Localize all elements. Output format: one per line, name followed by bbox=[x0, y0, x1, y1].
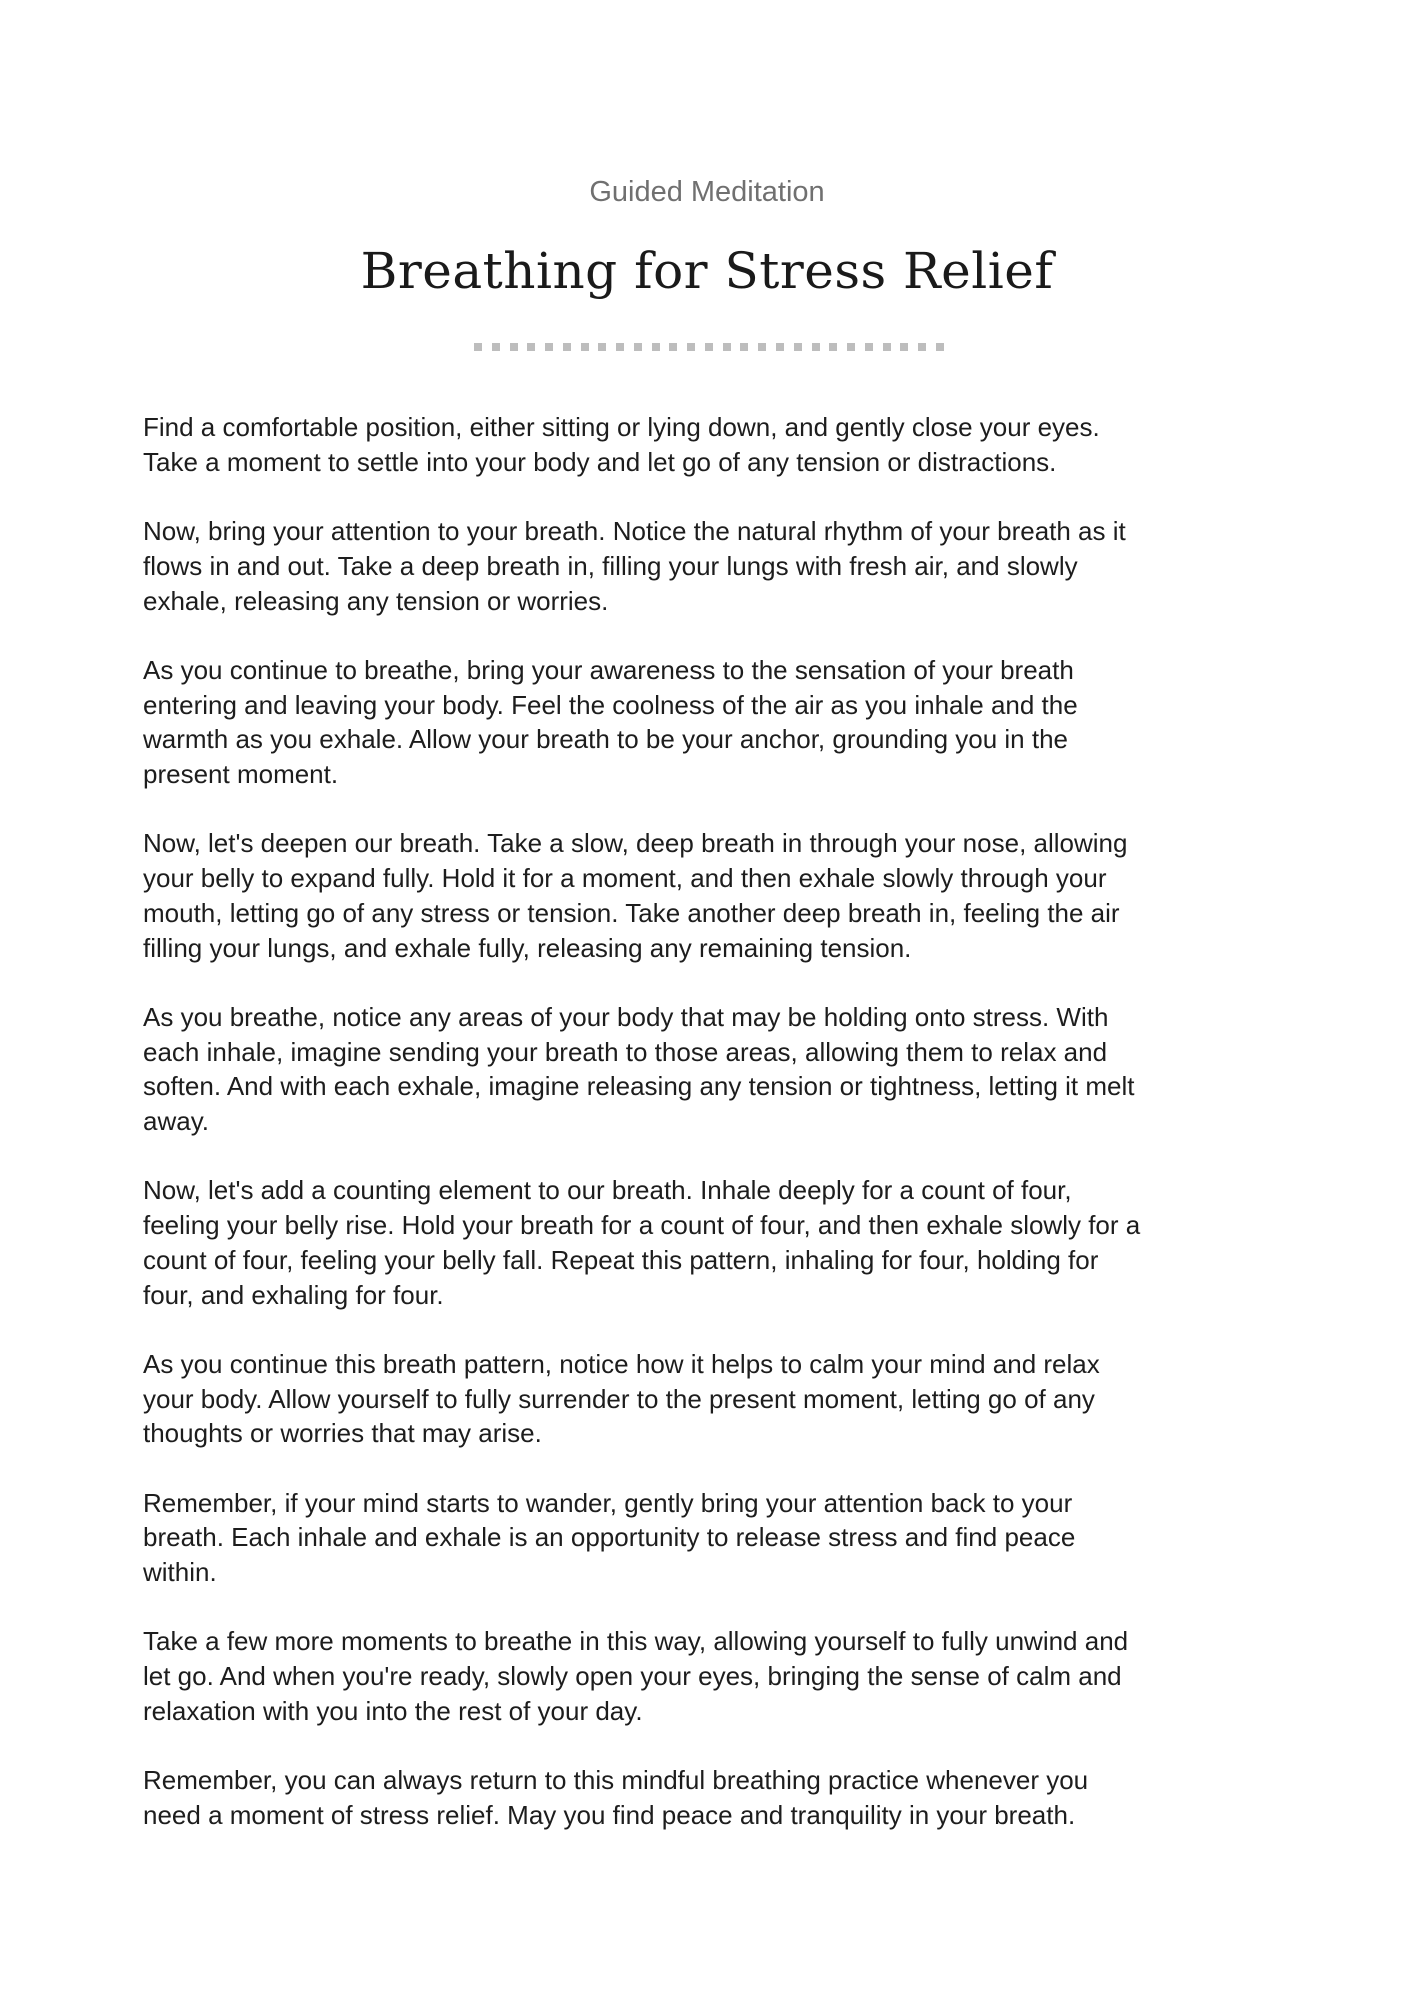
paragraph-line: let go. And when you're ready, slowly open your eyes, bringing the sense of calm and bbox=[143, 1661, 1122, 1692]
divider-dot bbox=[758, 343, 766, 351]
divider-dot bbox=[581, 343, 589, 351]
paragraph bbox=[143, 514, 1303, 618]
paragraph-line: present moment. bbox=[143, 759, 339, 789]
paragraph bbox=[143, 410, 1303, 479]
divider-dot bbox=[492, 343, 500, 351]
divider-dot bbox=[794, 343, 802, 351]
divider-dot bbox=[545, 343, 553, 351]
paragraph bbox=[143, 653, 1303, 792]
divider-dot bbox=[776, 343, 784, 351]
divider-dot bbox=[687, 343, 695, 351]
divider-dot bbox=[900, 343, 908, 351]
divider-dot bbox=[598, 343, 606, 351]
paragraph-line: thoughts or worries that may arise. bbox=[143, 1418, 542, 1449]
paragraph-line: entering and leaving your body. Feel the coolness of the air as you inhale and the bbox=[143, 689, 1078, 720]
paragraph-line: Find a comfortable position, either sitting or lying down, and gently close your eyes. bbox=[143, 412, 1100, 442]
divider-dot bbox=[652, 343, 660, 351]
paragraph bbox=[143, 1000, 1303, 1139]
paragraph-line: Take a few more moments to breathe in this way, allowing yourself to fully unwind and bbox=[143, 1626, 1129, 1657]
paragraph-line: breath. Each inhale and exhale is an opportunity to release stress and find peace bbox=[143, 1522, 1076, 1553]
paragraph-line: flows in and out. Take a deep breath in, filling your lungs with fresh air, and slowly bbox=[143, 550, 1078, 581]
divider-dot bbox=[723, 343, 731, 351]
paragraph-line: away. bbox=[143, 1106, 209, 1136]
paragraph-line: feeling your belly rise. Hold your breath for a count of four, and then exhale slowly for a bbox=[143, 1210, 1141, 1241]
paragraph-line: need a moment of stress relief. May you find peace and tranquility in your breath. bbox=[143, 1799, 1076, 1830]
paragraph bbox=[143, 1486, 1303, 1590]
paragraph-line: As you breathe, notice any areas of your body that may be holding onto stress. With bbox=[143, 1001, 1109, 1032]
paragraph bbox=[143, 826, 1303, 965]
divider-dot bbox=[918, 343, 926, 351]
paragraph-line: Now, bring your attention to your breath. Notice the natural rhythm of your breath as it bbox=[143, 516, 1126, 547]
paragraph-line: warmth as you exhale. Allow your breath to be your anchor, grounding you in the bbox=[143, 724, 1069, 755]
paragraph-line: Take a moment to settle into your body and let go of any tension or distractions. bbox=[143, 446, 1057, 477]
divider-dot bbox=[865, 343, 873, 351]
paragraph-line: As you continue to breathe, bring your awareness to the sensation of your breath bbox=[143, 654, 1074, 685]
paragraph-line: relaxation with you into the rest of your day. bbox=[143, 1695, 643, 1726]
divider-dot bbox=[812, 343, 820, 351]
divider-dot bbox=[527, 343, 535, 351]
divider-dot bbox=[936, 343, 944, 351]
divider-dot bbox=[847, 343, 855, 351]
paragraph-line: your belly to expand fully. Hold it for a moment, and then exhale slowly through your bbox=[143, 863, 1107, 894]
paragraph-line: As you continue this breath pattern, notice how it helps to calm your mind and relax bbox=[143, 1348, 1100, 1379]
divider-dot bbox=[634, 343, 642, 351]
paragraph bbox=[143, 1763, 1303, 1832]
paragraph-line: mouth, letting go of any stress or tension. Take another deep breath in, feeling the air bbox=[143, 897, 1120, 928]
divider-dot bbox=[510, 343, 518, 351]
paragraph-line: each inhale, imagine sending your breath to those areas, allowing them to relax and bbox=[143, 1036, 1108, 1067]
paragraph-line: Now, let's add a counting element to our breath. Inhale deeply for a count of four, bbox=[143, 1175, 1072, 1206]
paragraph bbox=[143, 1173, 1303, 1312]
divider-dot bbox=[705, 343, 713, 351]
paragraph-line: Remember, if your mind starts to wander, gently bring your attention back to your bbox=[143, 1487, 1073, 1518]
paragraph-line: four, and exhaling for four. bbox=[143, 1279, 444, 1310]
paragraph-line: count of four, feeling your belly fall. Repeat this pattern, inhaling for four, holding for bbox=[143, 1244, 1099, 1275]
divider-dot bbox=[563, 343, 571, 351]
paragraph-line: filling your lungs, and exhale fully, releasing any remaining tension. bbox=[143, 932, 912, 963]
divider-dot bbox=[883, 343, 891, 351]
divider-dot bbox=[669, 343, 677, 351]
paragraph-line: within. bbox=[143, 1557, 217, 1588]
paragraph-line: soften. And with each exhale, imagine releasing any tension or tightness, letting it melt bbox=[143, 1071, 1135, 1102]
paragraph-line: Remember, you can always return to this mindful breathing practice whenever you bbox=[143, 1765, 1089, 1796]
paragraph bbox=[143, 1624, 1303, 1728]
document-body bbox=[143, 410, 1303, 1867]
dotted-divider bbox=[474, 343, 944, 351]
document-title: Breathing for Stress Relief bbox=[360, 242, 1054, 300]
paragraph-line: exhale, releasing any tension or worries. bbox=[143, 585, 609, 616]
paragraph bbox=[143, 1347, 1303, 1451]
document-subtitle: Guided Meditation bbox=[589, 176, 825, 208]
divider-dot bbox=[740, 343, 748, 351]
paragraph-line: Now, let's deepen our breath. Take a slow, deep breath in through your nose, allowing bbox=[143, 828, 1128, 859]
divider-dot bbox=[616, 343, 624, 351]
paragraph-line: your body. Allow yourself to fully surrender to the present moment, letting go of any bbox=[143, 1383, 1095, 1414]
divider-dot bbox=[829, 343, 837, 351]
divider-dot bbox=[474, 343, 482, 351]
